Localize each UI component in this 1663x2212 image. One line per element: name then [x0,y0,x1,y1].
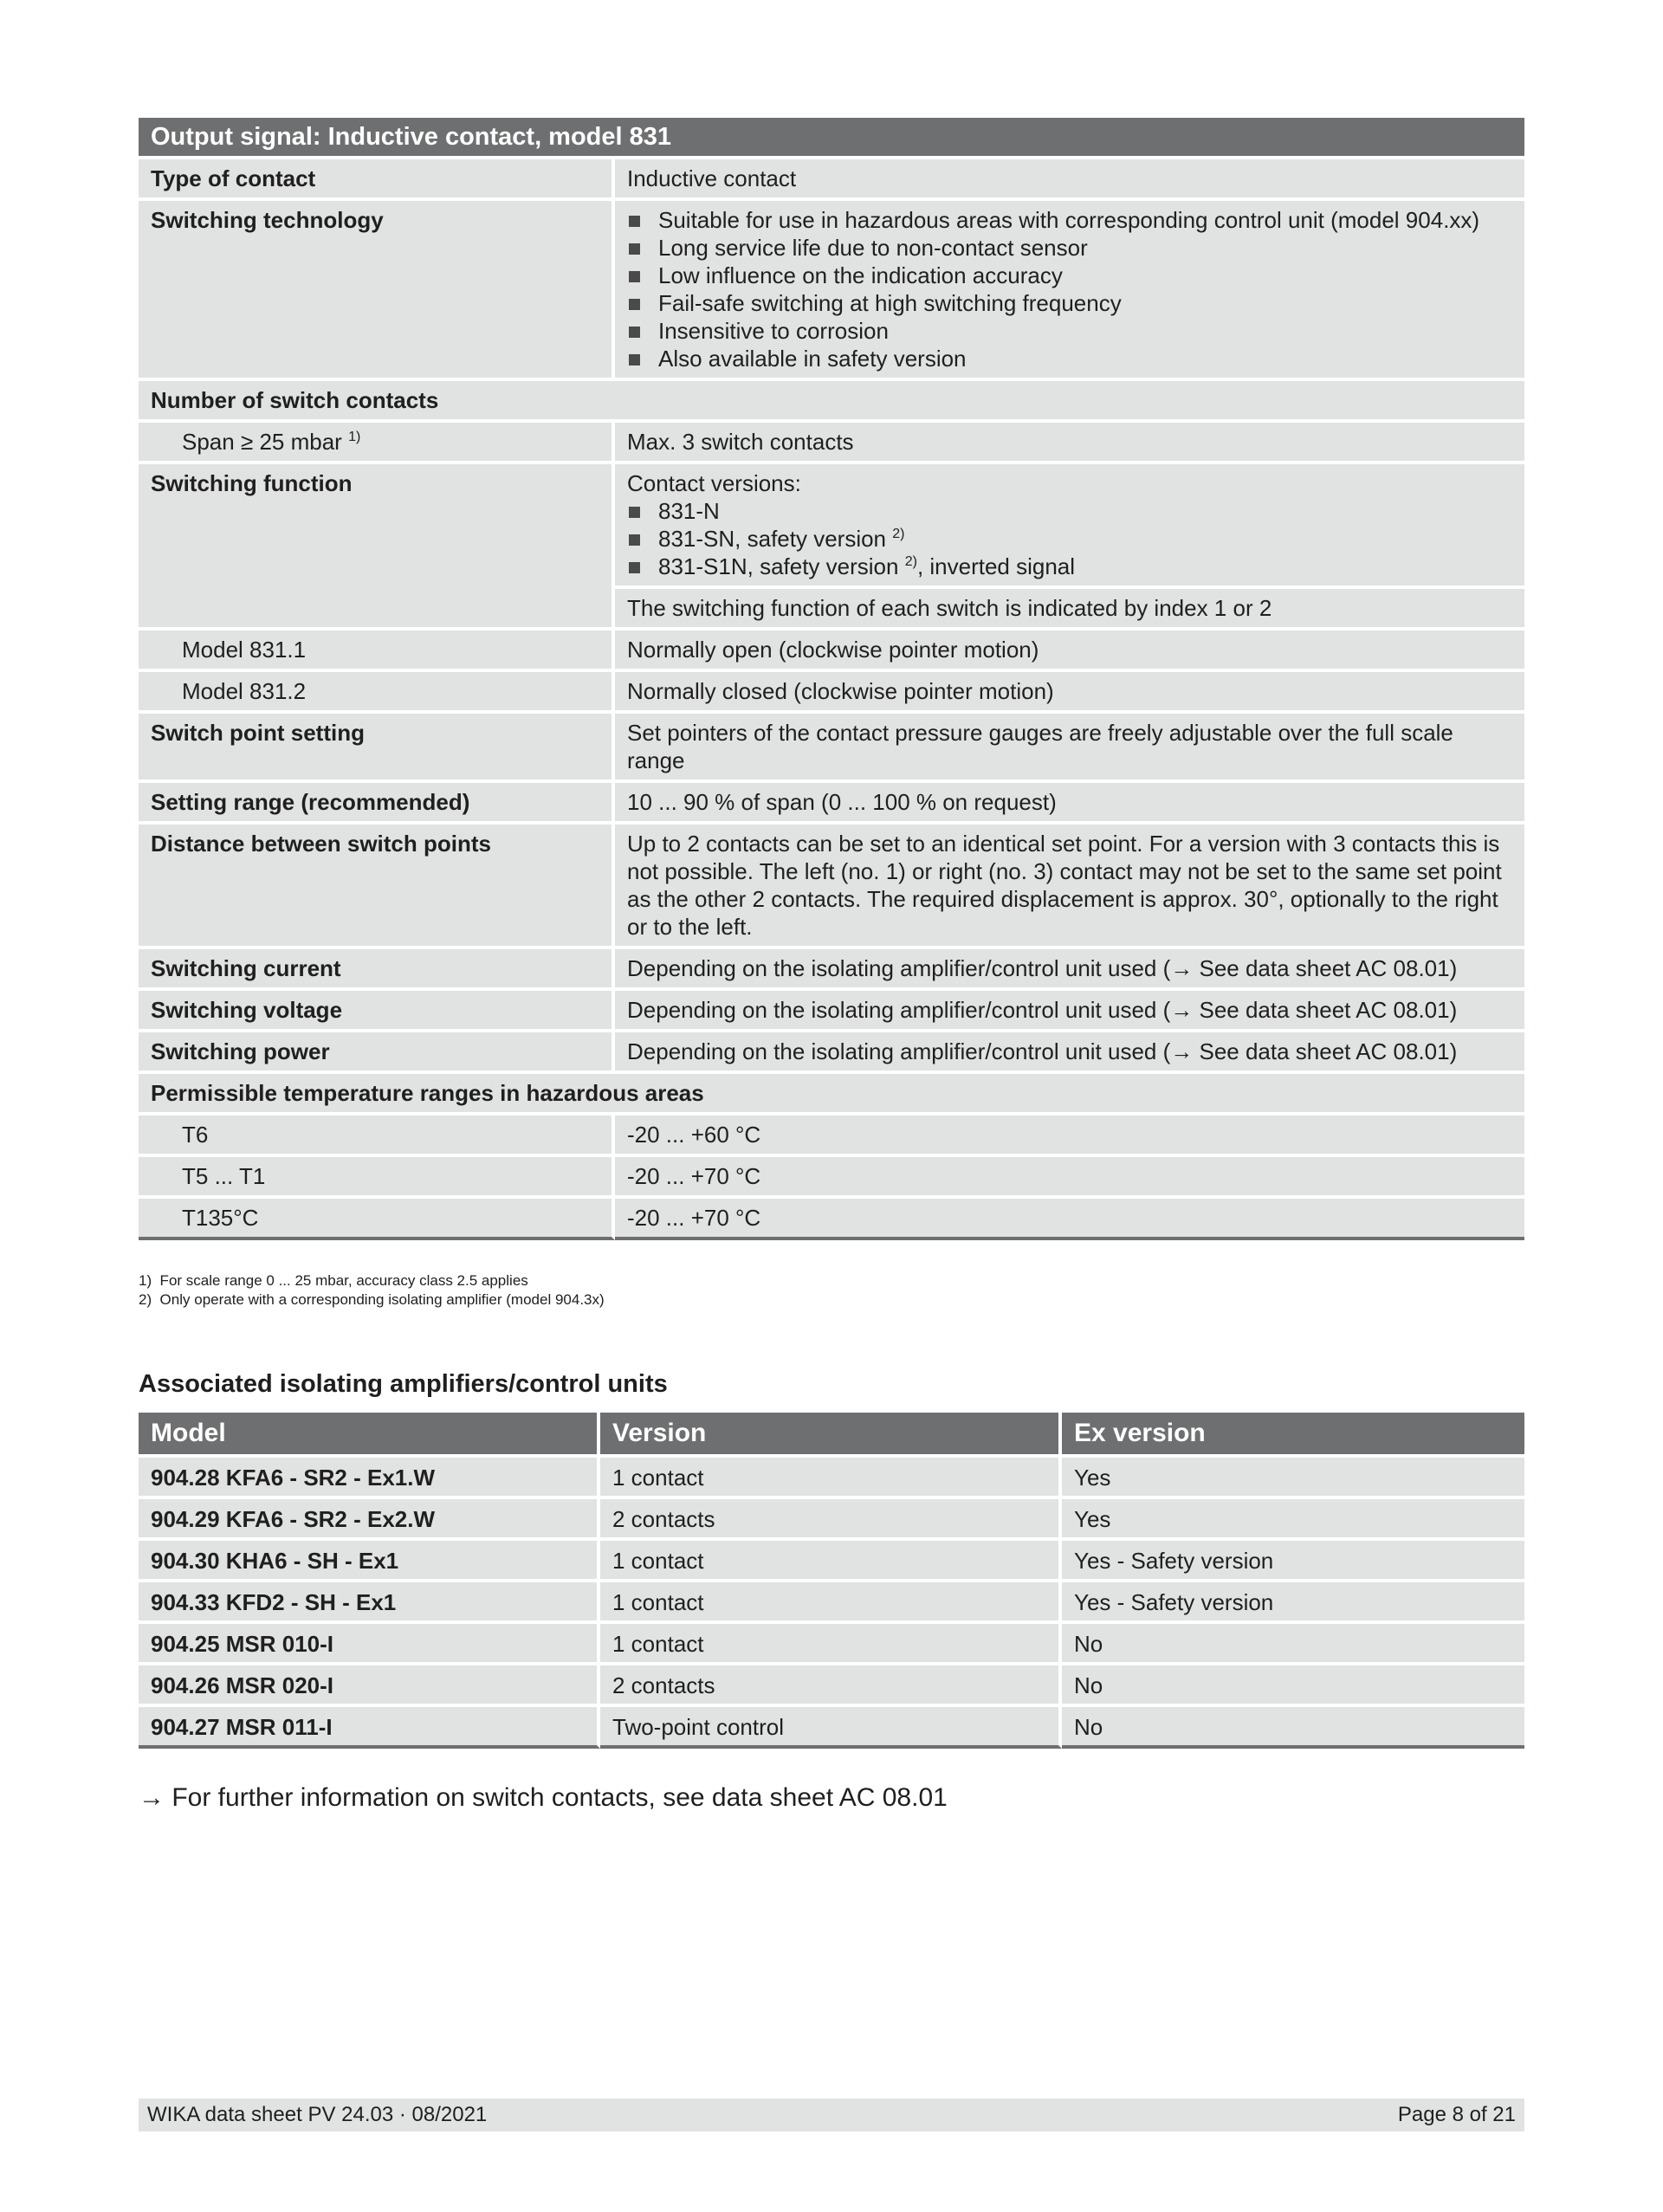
row-label: Model 831.1 [139,627,615,669]
cell-model: 904.33 KFD2 - SH - Ex1 [139,1579,600,1620]
cell-model: 904.30 KHA6 - SH - Ex1 [139,1537,600,1579]
cell-ex-version: No [1062,1620,1524,1662]
footnote-ref: 2) [892,527,905,541]
list-item: Insensitive to corrosion [627,317,1512,345]
output-signal-table [139,118,1524,1240]
table-row [139,1537,1524,1579]
row-label: T135°C [139,1195,615,1240]
cell-ex-version: Yes [1062,1454,1524,1496]
footer-document-id: WIKA data sheet PV 24.03 · 08/2021 [147,2103,488,2126]
cell-version: 1 contact [600,1537,1062,1579]
row-value: Normally closed (clockwise pointer motion) [615,669,1524,710]
row-value: -20 ... +60 °C [615,1112,1524,1154]
footnote: 1) For scale range 0 ... 25 mbar, accuracy class 2.5 applies [139,1272,528,1289]
row-label: Setting range (recommended) [139,779,615,821]
table-row [139,378,1524,419]
table-row [139,419,1524,461]
column-header-version: Version [600,1413,1062,1454]
cell-ex-version: Yes - Safety version [1062,1579,1524,1620]
row-value [615,461,1524,585]
cell-version: 1 contact [600,1620,1062,1662]
table-row [139,1112,1524,1154]
cell-version: 1 contact [600,1579,1062,1620]
cell-version: 2 contacts [600,1662,1062,1704]
footnote-ref: 2) [904,554,917,569]
row-label: Switching voltage [139,987,615,1029]
row-value: Set pointers of the contact pressure gauges are freely adjustable over the full scale range [615,710,1524,779]
table-row [139,987,1524,1029]
cell-model: 904.25 MSR 010-I [139,1620,600,1662]
row-label: Switching current [139,946,615,987]
cell-ex-version: Yes - Safety version [1062,1537,1524,1579]
table-row [139,461,1524,585]
row-label: Distance between switch points [139,821,615,946]
list-item: Long service life due to non-contact sensor [627,234,1512,262]
row-value: Depending on the isolating amplifier/control unit used (→ See data sheet AC 08.01) [615,946,1524,987]
table-row [139,1620,1524,1662]
list-item: Fail-safe switching at high switching frequency [627,289,1512,317]
row-label: Type of contact [139,156,615,197]
row-label: T6 [139,1112,615,1154]
table-row [139,669,1524,710]
amplifiers-table [139,1413,1524,1749]
row-value [615,197,1524,378]
cell-version: Two-point control [600,1704,1062,1749]
list-item: 831-SN, safety version $^{2)}$ [627,525,1512,553]
table-row [139,1195,1524,1240]
table-row [139,1662,1524,1704]
column-header-ex-version: Ex version [1062,1413,1524,1454]
table-row [139,946,1524,987]
row-value: -20 ... +70 °C [615,1154,1524,1195]
page [139,118,1524,1813]
row-value: Inductive contact [615,156,1524,197]
row-value: -20 ... +70 °C [615,1195,1524,1240]
row-value: The switching function of each switch is indicated by index 1 or 2 [615,585,1524,627]
table-row [139,1704,1524,1749]
row-label: Model 831.2 [139,669,615,710]
row-label: Switch point setting [139,710,615,779]
contact-versions-list [627,497,1512,580]
cell-model: 904.28 KFA6 - SR2 - Ex1.W [139,1454,600,1496]
table-row [139,197,1524,378]
row-label: Span ≥ 25 mbar $^{1)}$ [139,419,615,461]
footnote: 2) Only operate with a corresponding isolating amplifier (model 904.3x) [139,1291,605,1308]
row-value: 10 ... 90 % of span (0 ... 100 % on request) [615,779,1524,821]
list-item: Suitable for use in hazardous areas with corresponding control unit (model 904.xx) [627,206,1512,234]
cell-ex-version: No [1062,1704,1524,1749]
cell-ex-version: Yes [1062,1496,1524,1537]
table-row [139,1029,1524,1070]
footer-page-number: Page 8 of 21 [1397,2103,1516,2126]
list-item: Also available in safety version [627,345,1512,372]
row-label: Switching technology [139,197,615,378]
cell-model: 904.27 MSR 011-I [139,1704,600,1749]
table-header: Output signal: Inductive contact, model 831 [139,118,1524,156]
row-label: Number of switch contacts [139,378,1524,419]
cell-model: 904.26 MSR 020-I [139,1662,600,1704]
cell-version: 1 contact [600,1454,1062,1496]
table-row [139,1454,1524,1496]
section-title: Associated isolating amplifiers/control units [139,1370,668,1398]
list-item: Low influence on the indication accuracy [627,262,1512,289]
cell-ex-version: No [1062,1662,1524,1704]
further-info-link: → For further information on switch contacts, see data sheet AC 08.01 [139,1783,948,1812]
row-value: Normally open (clockwise pointer motion) [615,627,1524,669]
row-label: Switching function [139,461,615,627]
page-footer [139,2099,1524,2131]
row-label: T5 ... T1 [139,1154,615,1195]
table-row [139,1070,1524,1112]
table-row [139,779,1524,821]
row-value: Depending on the isolating amplifier/control unit used (→ See data sheet AC 08.01) [615,1029,1524,1070]
cell-version: 2 contacts [600,1496,1062,1537]
table-row [139,710,1524,779]
cell-model: 904.29 KFA6 - SR2 - Ex2.W [139,1496,600,1537]
table-row [139,1496,1524,1537]
switching-technology-list [627,206,1512,372]
row-value: Depending on the isolating amplifier/control unit used (→ See data sheet AC 08.01) [615,987,1524,1029]
table-row [139,156,1524,197]
row-label: Permissible temperature ranges in hazardous areas [139,1070,1524,1112]
row-value: Max. 3 switch contacts [615,419,1524,461]
list-item: 831-N [627,497,1512,525]
row-label: Switching power [139,1029,615,1070]
column-header-model: Model [139,1413,600,1454]
row-value: Up to 2 contacts can be set to an identical set point. For a version with 3 contacts this is not possible. The left (no. 1) or right (no. 3) contact may not be set to the same set point as the other 2 contacts. The required displacement is approx. 30°, optionally to the right or to the left. [615,821,1524,946]
contact-versions-intro: Contact versions: [627,470,801,496]
table-row [139,1154,1524,1195]
table-row [139,1579,1524,1620]
table-row [139,821,1524,946]
table-row [139,627,1524,669]
footnote-ref: 1) [348,430,361,444]
footnotes [139,1271,1524,1310]
list-item: 831-S1N, safety version $^{2)}$, inverted signal [627,553,1512,580]
